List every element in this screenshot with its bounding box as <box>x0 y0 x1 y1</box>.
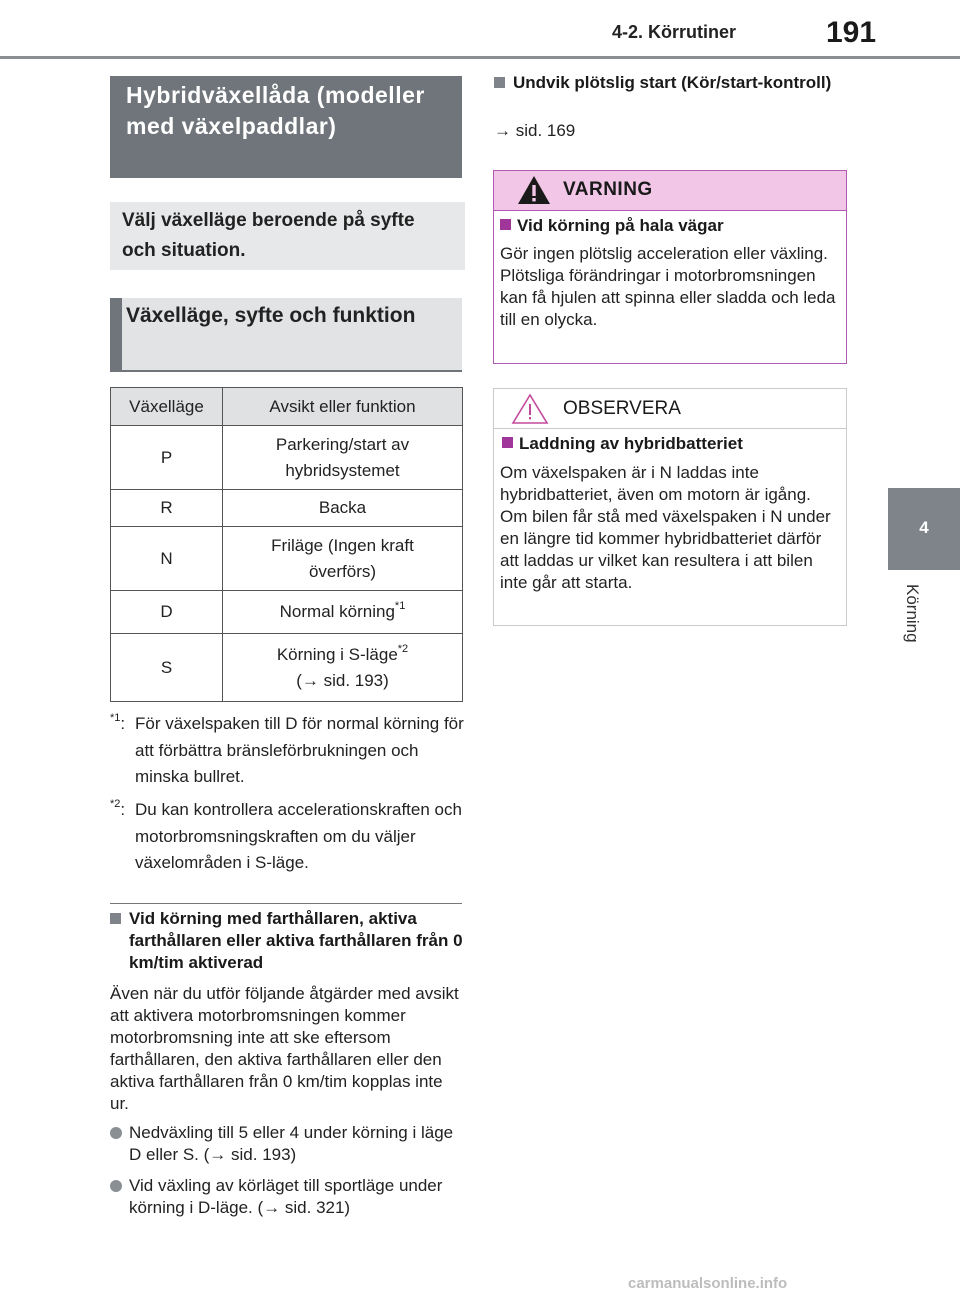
footnote-1 <box>110 711 465 791</box>
notice-box <box>493 388 847 626</box>
list-item <box>110 1175 465 1219</box>
main-title-box <box>110 76 462 178</box>
purpose-cell <box>223 527 463 591</box>
section-heading <box>110 908 465 974</box>
square-bullet-icon <box>110 913 121 924</box>
square-bullet-icon <box>502 437 513 448</box>
page-number: 191 <box>826 16 877 49</box>
purpose-line1: Körning i S-läge <box>276 644 398 664</box>
purpose-line1: Backa <box>318 498 367 517</box>
footnote-colon: : <box>120 714 126 733</box>
footnote-text: För växelspaken till D för normal körning för att förbättra bränsleförbrukningen och minska bullret. <box>135 714 464 786</box>
notice-header <box>494 389 846 429</box>
warning-subheading-text: Vid körning på hala vägar <box>517 216 724 235</box>
table-header-row <box>111 388 463 426</box>
purpose-line2: (→ sid. 193) <box>296 670 389 690</box>
footnote-ref: *2 <box>397 642 409 655</box>
caution-triangle-icon <box>511 393 549 425</box>
subtitle: Växelläge, syfte och funktion <box>126 304 416 327</box>
warning-triangle-icon <box>516 174 552 206</box>
notice-subheading-text: Laddning av hybridbatteriet <box>519 434 743 453</box>
footnote-colon: : <box>120 800 126 819</box>
table-row <box>111 527 463 591</box>
list-item-text: Nedväxling till 5 eller 4 under körning i läge D eller S. (→ sid. 193) <box>129 1123 454 1164</box>
warning-title: VARNING <box>563 179 653 200</box>
page-reference[interactable]: → sid. 169 <box>494 121 576 140</box>
notice-title: OBSERVERA <box>563 398 681 419</box>
purpose-line2: överförs) <box>308 561 377 581</box>
footnote-star: *2 <box>110 798 121 810</box>
square-bullet-icon <box>500 219 511 230</box>
table-header-purpose: Avsikt eller funktion <box>223 388 463 426</box>
purpose-line1: Parkering/start av <box>275 434 410 454</box>
gear-cell: S <box>111 634 223 702</box>
list-item <box>110 1122 465 1166</box>
notice-subheading <box>502 433 743 455</box>
warning-text-line2: Plötsliga förändringar i motorbromsningen kan få hjulen att spinna eller sladda och leda till en olycka. <box>500 266 836 329</box>
warning-box <box>493 170 847 364</box>
section-heading-text: Vid körning med farthållaren, aktiva farthållaren eller aktiva farthållaren från 0 km/tim aktiverad <box>129 909 463 972</box>
watermark: carmanualsonline.info <box>628 1275 788 1292</box>
header-rule <box>0 56 960 59</box>
chapter-tab[interactable] <box>888 488 960 570</box>
section-divider <box>110 903 462 904</box>
purpose-line1: Friläge (Ingen kraft <box>271 535 414 555</box>
purpose-cell <box>223 490 463 527</box>
footnote-text: Du kan kontrollera accelerationskraften och motorbromsningskraften om du väljer växelområden i S-läge. <box>135 800 462 872</box>
notice-text: Om växelspaken är i N laddas inte hybridbatteriet, även om motorn är igång. Om bilen får stå med växelspaken i N under en längre tid kommer hybridbatteriet därför att laddas ur vilket kan resultera i att bilen inte går att starta. <box>500 463 831 592</box>
footnote-ref: *1 <box>394 600 406 612</box>
purpose-line1: Normal körning <box>279 602 395 621</box>
right-heading <box>494 72 849 94</box>
chapter-number: 4 <box>919 518 929 537</box>
circle-bullet-icon <box>110 1180 122 1192</box>
purpose-cell <box>223 426 463 490</box>
gear-cell: R <box>111 490 223 527</box>
table-row <box>111 490 463 527</box>
warning-text <box>500 243 840 331</box>
footnote-marker <box>110 797 125 824</box>
purpose-line2: hybridsystemet <box>285 460 400 480</box>
square-bullet-icon <box>494 77 505 88</box>
intro-box <box>110 202 465 270</box>
subtitle-box <box>110 298 462 372</box>
table-row <box>111 591 463 634</box>
footnote-2 <box>110 797 465 877</box>
gear-cell: D <box>111 591 223 634</box>
purpose-cell <box>223 634 463 702</box>
gear-cell: P <box>111 426 223 490</box>
section-body: Även när du utför följande åtgärder med avsikt att aktivera motorbromsningen kommer motorbromsning inte att ske eftersom farthållaren, den aktiva farthållaren eller den aktiva farthållaren från 0 km/tim kopplas inte ur. <box>110 984 459 1113</box>
intro-text: Välj växelläge beroende på syfte och situation. <box>122 210 415 261</box>
table-row <box>111 426 463 490</box>
warning-text-line1: Gör ingen plötslig acceleration eller växling. <box>500 244 828 263</box>
list-item-text: Vid växling av körläget till sportläge under körning i D-läge. (→ sid. 321) <box>129 1176 443 1217</box>
circle-bullet-icon <box>110 1127 122 1139</box>
section-title: 4-2. Körrutiner <box>612 22 737 42</box>
footnote-marker <box>110 711 125 738</box>
table-row <box>111 634 463 702</box>
chapter-label: Körning <box>903 584 922 643</box>
warning-subheading <box>500 215 724 237</box>
gear-cell: N <box>111 527 223 591</box>
main-title: Hybridväxellåda (modeller med växelpaddlar) <box>126 82 425 139</box>
warning-header <box>494 171 846 211</box>
gear-table <box>110 387 463 702</box>
right-heading-text: Undvik plötslig start (Kör/start-kontroll) <box>513 73 832 92</box>
table-header-gear: Växelläge <box>111 388 223 426</box>
footnote-star: *1 <box>110 712 121 724</box>
purpose-cell <box>223 591 463 634</box>
